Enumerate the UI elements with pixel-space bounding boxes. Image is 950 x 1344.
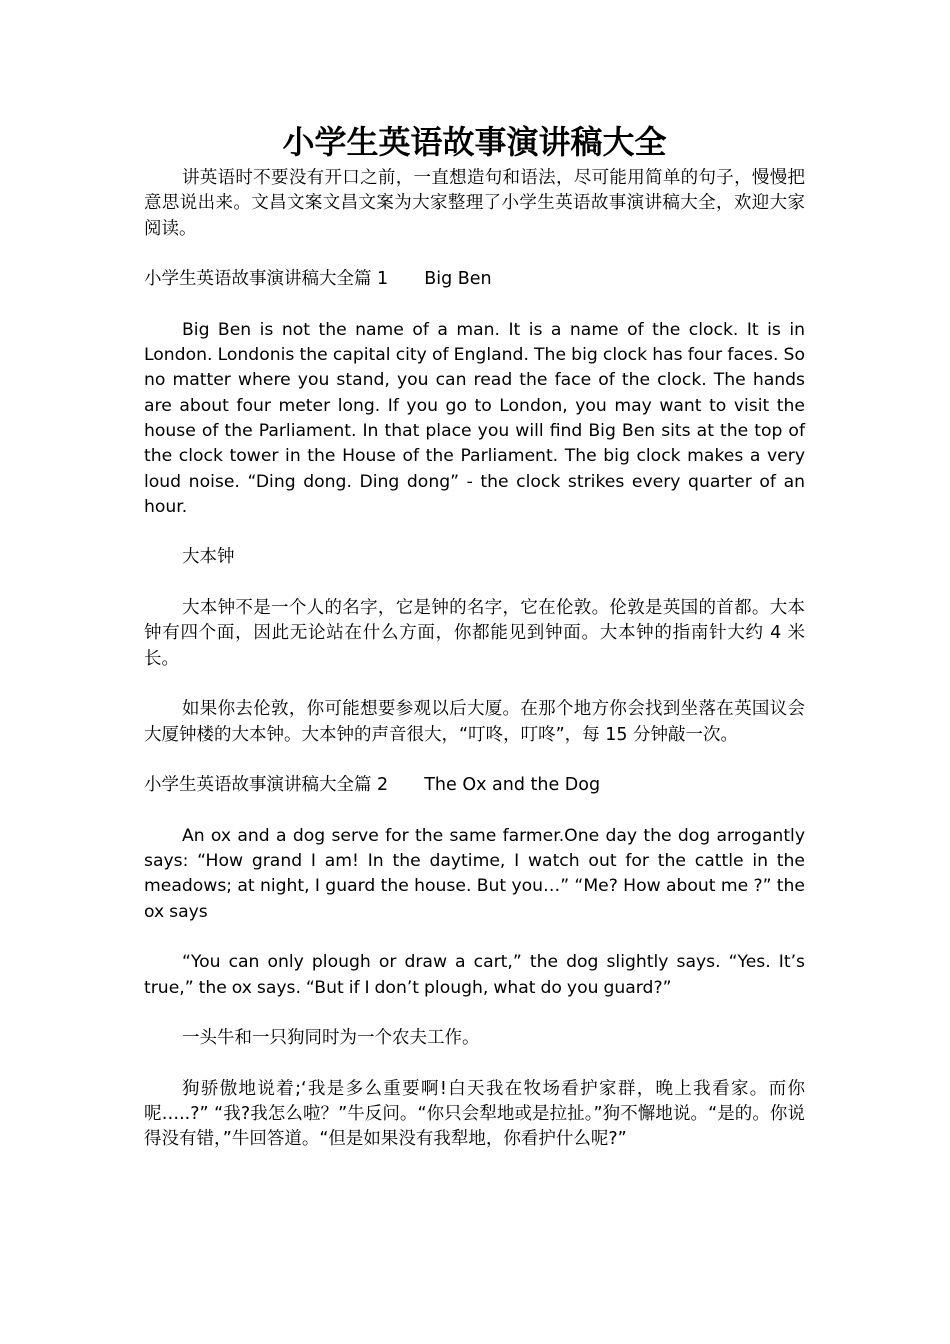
spacer <box>144 520 805 545</box>
spacer <box>144 798 805 823</box>
spacer <box>144 242 805 267</box>
section-2-english-paragraph-2: “You can only plough or draw a cart,” the dog slightly says. “Yes. It’s true,” the ox says. “But if I don’t plough, what do you guard?” <box>144 952 805 998</box>
section-1-heading <box>144 267 805 292</box>
section-2-chinese-paragraph-2: 狗骄傲地说着;‘我是多么重要啊!白天我在牧场看护家群，晚上我看家。而你呢…..?” “我?我怎么啦？”牛反问。“你只会犁地或是拉扯。”狗不懈地说。“是的。你说得没有错，”牛回答道。“但是如果没有我犁地，你看护什么呢?” <box>144 1078 805 1150</box>
spacer <box>144 748 805 773</box>
document-page <box>144 118 805 1153</box>
section-1-chinese-title: 大本钟 <box>182 547 235 568</box>
section-1-english-paragraph: Big Ben is not the name of a man. It is a name of the clock. It is in London. Londonis the capital city of England. The big clock has four faces. So no matter where you stand, you can read the face of the clock. The hands are about four meter long. If you go to London, you may want to visit the house of the Parliament. In that place you will find Big Ben sits at the top of the clock tower in the House of the Parliament. The big clock makes a very loud noise. “Ding dong. Ding dong” - the clock strikes every quarter of an hour. <box>144 319 805 517</box>
spacer <box>144 292 805 317</box>
spacer <box>144 672 805 697</box>
section-2-english-paragraph-1: An ox and a dog serve for the same farmer.One day the dog arrogantly says: “How grand I am! In the daytime, I watch out for the cattle in the meadows; at night, I guard the house. But you…” “Me? How about me ?” the ox says <box>144 825 805 922</box>
spacer <box>144 1001 805 1026</box>
spacer <box>144 1051 805 1076</box>
spacer <box>144 571 805 596</box>
section-1-subtitle: Big Ben <box>424 269 492 290</box>
intro-paragraph: 讲英语时不要没有开口之前，一直想造句和语法，尽可能用简单的句子，慢慢把意思说出来。文昌文案文昌文案为大家整理了小学生英语故事演讲稿大全，欢迎大家阅读。 <box>144 168 805 239</box>
spacer <box>144 925 805 950</box>
section-2-heading-text: 小学生英语故事演讲稿大全篇 2 <box>144 775 389 796</box>
section-2-subtitle: The Ox and the Dog <box>424 775 601 796</box>
section-2-heading <box>144 773 805 798</box>
section-2-chinese-paragraph-1: 一头牛和一只狗同时为一个农夫工作。 <box>182 1028 480 1049</box>
section-1-chinese-paragraph-2: 如果你去伦敦，你可能想要参观以后大厦。在那个地方你会找到坐落在英国议会大厦钟楼的大本钟。大本钟的声音很大，“叮咚，叮咚”，每 15 分钟敲一次。 <box>144 699 805 745</box>
section-1-heading-text: 小学生英语故事演讲稿大全篇 1 <box>144 269 389 290</box>
section-1-chinese-paragraph-1: 大本钟不是一个人的名字，它是钟的名字，它在伦敦。伦敦是英国的首都。大本钟有四个面，因此无论站在什么方面，你都能见到钟面。大本钟的指南针大约 4 米长。 <box>144 598 805 669</box>
document-title: 小学生英语故事演讲稿大全 <box>282 123 667 161</box>
